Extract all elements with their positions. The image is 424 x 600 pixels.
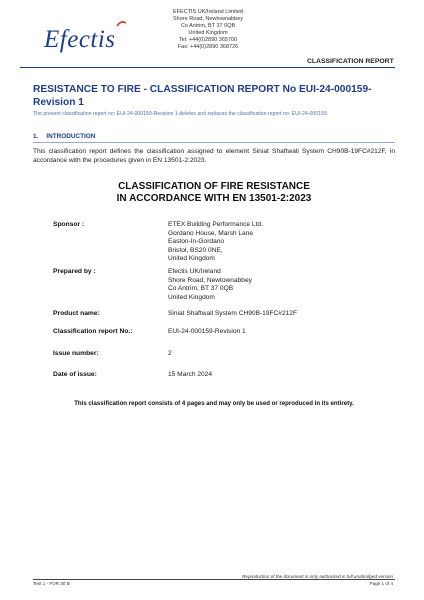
section-title: INTRODUCTION <box>46 133 96 140</box>
classification-heading-line: CLASSIFICATION OF FIRE RESISTANCE <box>118 181 310 192</box>
page-number: Page 1 of 4 <box>369 581 393 586</box>
efectis-logo: Efectis <box>44 26 116 53</box>
issue-date-value: 15 March 2024 <box>168 371 212 378</box>
footer-form-reference: Test 1 - FOR 30 B <box>33 581 70 586</box>
report-type-label: CLASSIFICATION REPORT <box>307 58 394 65</box>
address-line: United Kingdom <box>188 30 228 37</box>
section-number: 1. <box>33 133 39 140</box>
prepared-by-label: Prepared by : <box>53 268 96 275</box>
product-name-value: Siniat Shaftwall System CH90B-19FC#212F <box>168 310 297 317</box>
product-name-label: Product name: <box>53 310 100 317</box>
section-heading-introduction <box>33 133 103 140</box>
prepared-by-value <box>168 268 252 302</box>
footer-divider <box>33 579 395 580</box>
address-line: Tel: +44(0)2890 365700 <box>178 37 238 44</box>
issue-number-label: Issue number: <box>53 350 99 357</box>
address-line: Co Antrim, BT 37 0QB <box>180 23 236 30</box>
introduction-text: This classification report defines the classification assigned to element Siniat Shaftwall System CH90B-19FC#212F, in accordance with the procedures given in EN 13501-2:2023. <box>33 148 395 164</box>
reproduction-notice: This classification report consists of 4 pages and may only be used or reproduced in its entirety. <box>74 400 354 407</box>
sponsor-label: Sponsor : <box>53 221 85 228</box>
report-subtitle: The present classification report no: EUI-24-000159-Revision 1 deletes and replaces the classification report no: EUI-24-000159. <box>33 111 329 117</box>
value-line: United Kingdom <box>168 293 215 301</box>
value-line: United Kingdom <box>168 255 215 263</box>
value-line: Shore Road, Newtownabbey <box>168 276 252 284</box>
issue-date-label: Date of issue: <box>53 371 97 378</box>
value-line: Gordano House, Marsh Lane <box>168 229 254 237</box>
report-number-value: EUI-24-000159-Revision 1 <box>168 328 246 335</box>
footer-reproduction-note: Reproduction of the document is only authorized in full unabridged version <box>242 574 393 579</box>
header-divider <box>20 67 395 68</box>
value-line: Easton-In-Gordano <box>168 238 225 246</box>
section-divider <box>33 142 395 143</box>
company-address <box>168 9 248 52</box>
report-number-label: Classification report No.: <box>53 328 133 335</box>
value-line: Efectis UK/Ireland <box>168 268 221 275</box>
logo-swoosh-icon <box>116 21 127 27</box>
address-line: Fax: +44(0)2890 368726 <box>177 44 239 51</box>
classification-heading <box>33 181 395 205</box>
value-line: ETEX Building Performance Ltd. <box>168 221 263 228</box>
issue-number-value: 2 <box>168 350 172 357</box>
sponsor-value <box>168 221 263 264</box>
classification-heading-line: IN ACCORDANCE WITH EN 13501-2:2023 <box>116 193 312 204</box>
value-line: Co Antrim, BT 37 0QB <box>168 285 234 293</box>
address-line: Shore Road, Newtownabbey <box>172 16 243 23</box>
address-line: EFECTIS UK/Ireland Limited <box>173 9 243 15</box>
report-title: RESISTANCE TO FIRE - CLASSIFICATION REPORT No EUI-24-000159-Revision 1 <box>33 84 372 108</box>
value-line: Bristol, BS20 0NE, <box>168 246 223 254</box>
